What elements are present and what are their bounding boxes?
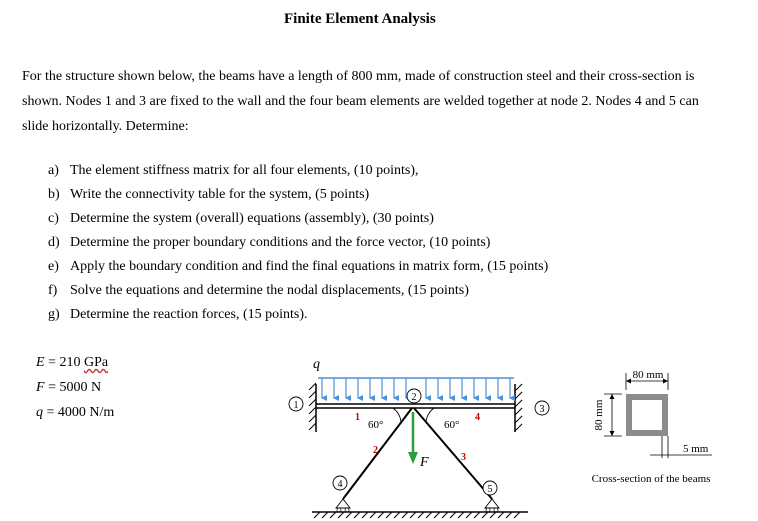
task-letter: a) bbox=[48, 163, 59, 178]
angle-arc-right bbox=[426, 408, 434, 422]
angle-right-label: 60° bbox=[444, 419, 460, 431]
left-wall bbox=[309, 383, 316, 432]
force-label: F bbox=[420, 455, 429, 470]
node-2 bbox=[407, 389, 421, 403]
task-letter: c) bbox=[48, 211, 59, 226]
svg-text:2: 2 bbox=[411, 392, 417, 403]
section-caption: Cross-section of the beams bbox=[591, 473, 711, 485]
roller-support-right bbox=[485, 499, 499, 512]
node-4 bbox=[333, 476, 347, 490]
given-force: F = 5000 N bbox=[36, 380, 102, 395]
inclined-members bbox=[343, 408, 492, 499]
horizontal-beam bbox=[316, 404, 515, 408]
task-text: The element stiffness matrix for all four elements, (10 points), bbox=[70, 163, 419, 178]
task-text: Determine the reaction forces, (15 points). bbox=[70, 307, 308, 322]
page-title: Finite Element Analysis bbox=[284, 11, 436, 27]
element-label-4: 4 bbox=[475, 412, 480, 423]
svg-text:5: 5 bbox=[487, 484, 493, 495]
node-1 bbox=[289, 397, 303, 411]
element-label-2: 2 bbox=[373, 445, 378, 456]
task-letter: e) bbox=[48, 259, 59, 274]
section-height-label: 80 mm bbox=[593, 399, 605, 431]
node-3 bbox=[535, 401, 549, 415]
ground bbox=[312, 512, 528, 518]
node-5 bbox=[483, 481, 497, 495]
task-text: Solve the equations and determine the nodal displacements, (15 points) bbox=[70, 283, 469, 298]
svg-text:4: 4 bbox=[337, 479, 343, 490]
force-arrow bbox=[408, 412, 418, 464]
load-label: q bbox=[313, 357, 320, 372]
section-width-label: 80 mm bbox=[632, 369, 664, 381]
task-text: Determine the system (overall) equations (assembly), (30 points) bbox=[70, 211, 434, 226]
element-label-3: 3 bbox=[461, 452, 466, 463]
given-modulus: E = 210 GPa bbox=[36, 355, 109, 370]
task-text: Apply the boundary condition and find the final equations in matrix form, (15 points) bbox=[70, 259, 549, 274]
svg-text:3: 3 bbox=[539, 404, 545, 415]
task-letter: b) bbox=[48, 187, 60, 202]
task-letter: d) bbox=[48, 235, 60, 250]
section-thickness-label: 5 mm bbox=[683, 443, 709, 455]
problem-statement: For the structure shown below, the beams have a length of 800 mm, made of construction steel and their cross-section is shown. Nodes 1 and 3 are fixed to the wall and the four beam elements are welded together at node 2. Nodes 4 and 5 can slide horizontally. Determine: bbox=[22, 69, 699, 134]
task-text: Determine the proper boundary conditions and the force vector, (10 points) bbox=[70, 235, 491, 250]
task-letter: f) bbox=[48, 283, 58, 298]
angle-left-label: 60° bbox=[368, 419, 384, 431]
right-wall bbox=[515, 384, 522, 432]
element-label-1: 1 bbox=[355, 412, 360, 423]
given-load: q = 4000 N/m bbox=[36, 405, 115, 420]
svg-text:1: 1 bbox=[293, 400, 299, 411]
task-text: Write the connectivity table for the system, (5 points) bbox=[70, 187, 370, 202]
angle-arc-left bbox=[393, 408, 401, 422]
roller-support-left bbox=[336, 499, 350, 512]
task-letter: g) bbox=[48, 307, 60, 322]
